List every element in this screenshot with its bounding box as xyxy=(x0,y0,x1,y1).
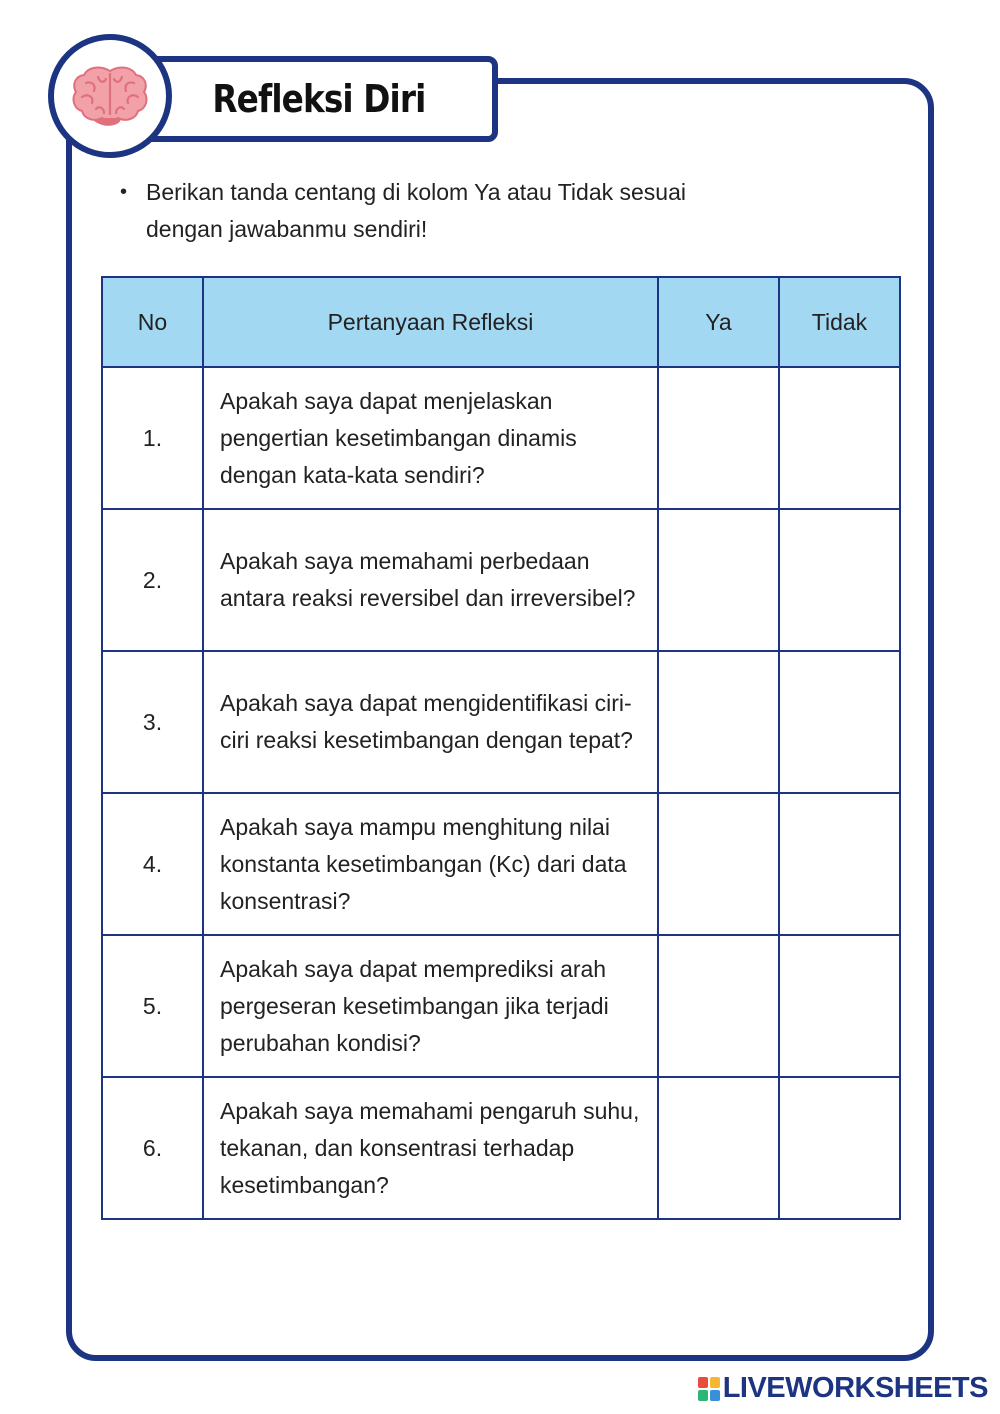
reflection-table xyxy=(101,276,901,1220)
row-question: Apakah saya dapat mengidentifikasi ciri-ciri reaksi kesetimbangan dengan tepat? xyxy=(203,651,658,793)
tidak-checkbox-cell[interactable] xyxy=(779,935,900,1077)
table-row xyxy=(102,509,900,651)
table-row xyxy=(102,651,900,793)
tidak-checkbox-cell[interactable] xyxy=(779,651,900,793)
ya-checkbox-cell[interactable] xyxy=(658,509,779,651)
row-question: Apakah saya memahami perbedaan antara reaksi reversibel dan irreversibel? xyxy=(203,509,658,651)
instruction xyxy=(120,174,740,248)
row-question: Apakah saya dapat memprediksi arah pergeseran kesetimbangan jika terjadi perubahan kondisi? xyxy=(203,935,658,1077)
page-title: Refleksi Diri xyxy=(212,77,426,121)
row-question: Apakah saya dapat menjelaskan pengertian kesetimbangan dinamis dengan kata-kata sendiri? xyxy=(203,367,658,509)
title-box xyxy=(120,56,498,142)
row-number: 3. xyxy=(102,651,203,793)
header-ya: Ya xyxy=(658,277,779,367)
tidak-checkbox-cell[interactable] xyxy=(779,793,900,935)
brain-badge xyxy=(48,34,172,158)
footer-brand-text: LIVEWORKSHEETS xyxy=(722,1372,988,1404)
tidak-checkbox-cell[interactable] xyxy=(779,367,900,509)
row-number: 2. xyxy=(102,509,203,651)
header-no: No xyxy=(102,277,203,367)
row-number: 6. xyxy=(102,1077,203,1219)
row-number: 1. xyxy=(102,367,203,509)
ya-checkbox-cell[interactable] xyxy=(658,651,779,793)
row-number: 4. xyxy=(102,793,203,935)
ya-checkbox-cell[interactable] xyxy=(658,1077,779,1219)
table-row xyxy=(102,935,900,1077)
liveworksheets-logo-icon xyxy=(698,1377,720,1401)
ya-checkbox-cell[interactable] xyxy=(658,935,779,1077)
brain-icon xyxy=(70,63,150,129)
table-header-row xyxy=(102,277,900,367)
footer-brand[interactable] xyxy=(698,1372,988,1405)
tidak-checkbox-cell[interactable] xyxy=(779,1077,900,1219)
ya-checkbox-cell[interactable] xyxy=(658,367,779,509)
table-row xyxy=(102,793,900,935)
header-question: Pertanyaan Refleksi xyxy=(203,277,658,367)
row-question: Apakah saya mampu menghitung nilai konstanta kesetimbangan (Kc) dari data konsentrasi? xyxy=(203,793,658,935)
bullet: • xyxy=(120,181,128,203)
table-row xyxy=(102,367,900,509)
row-number: 5. xyxy=(102,935,203,1077)
header-tidak: Tidak xyxy=(779,277,900,367)
table-row xyxy=(102,1077,900,1219)
instruction-text: Berikan tanda centang di kolom Ya atau Tidak sesuai dengan jawabanmu sendiri! xyxy=(146,179,686,242)
tidak-checkbox-cell[interactable] xyxy=(779,509,900,651)
ya-checkbox-cell[interactable] xyxy=(658,793,779,935)
row-question: Apakah saya memahami pengaruh suhu, tekanan, dan konsentrasi terhadap kesetimbangan? xyxy=(203,1077,658,1219)
